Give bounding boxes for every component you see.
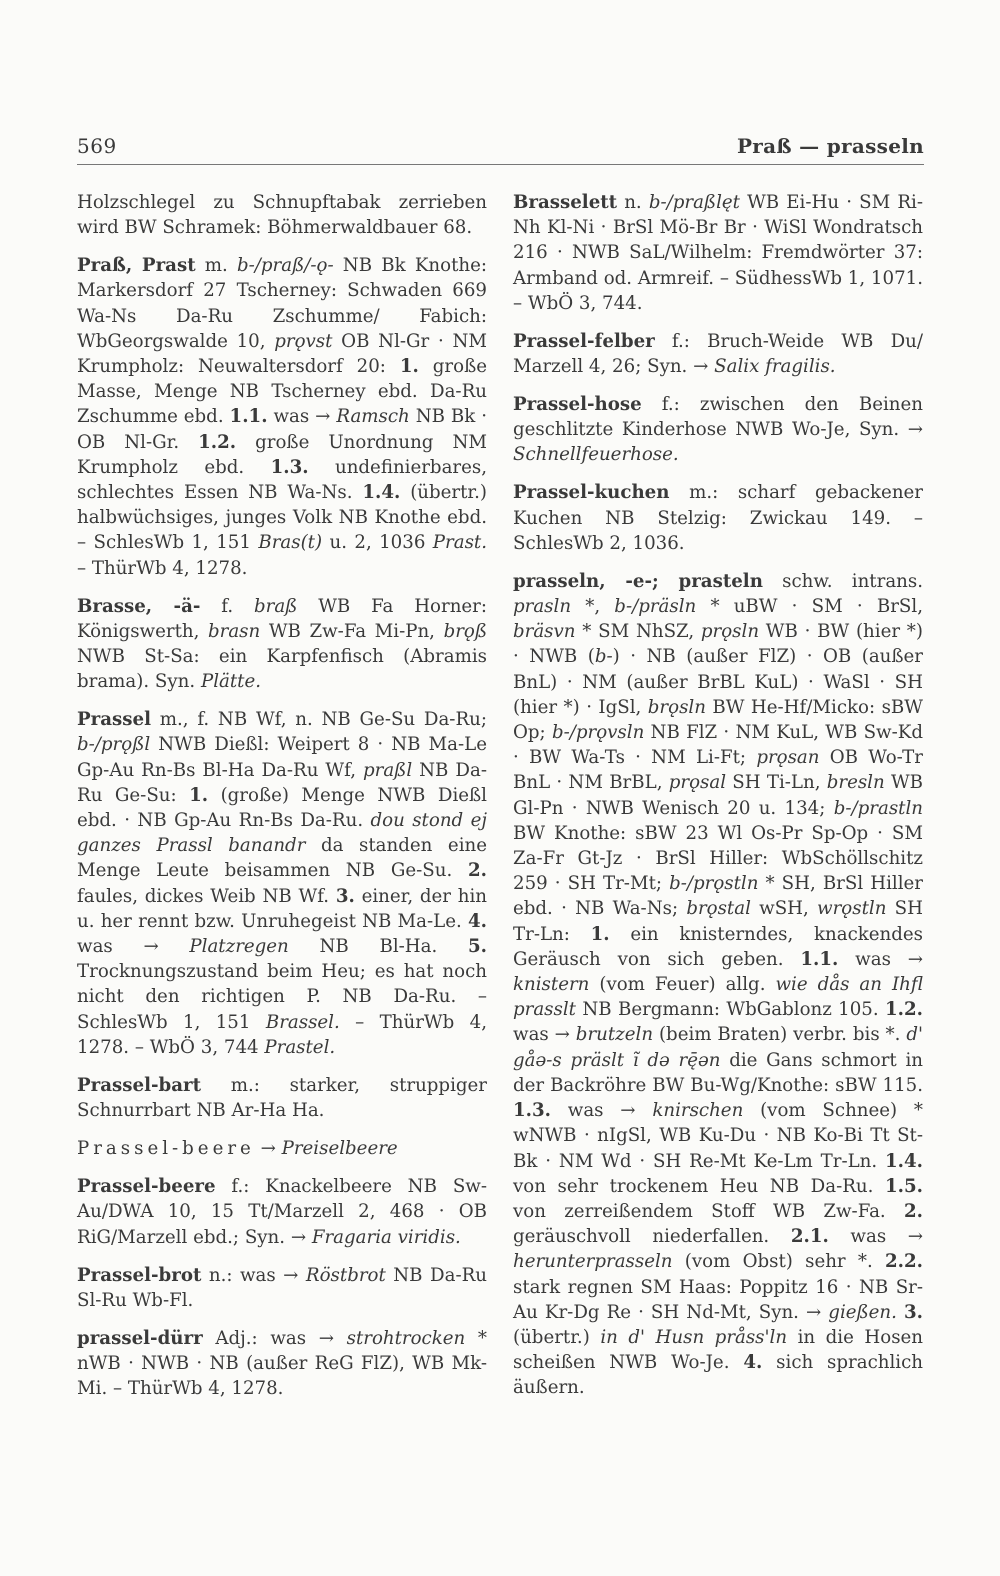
lemma: Prassel [77,709,152,731]
entry-prassel-bart: Prassel-bart m.: starker, struppiger Schnurrbart NB Ar-Ha Ha. [77,1074,487,1122]
entry-prassel: Prassel m., f. NB Wf, n. NB Ge-Su Da-Ru; b-/prǫßl NWB Dießl: Weipert 8 · NB Ma-Le Gp-Au Rn-Bs Bl-Ha Da-Ru Wf, praßl NB Da-Ru Ge-Su: 1. (große) Menge NWB Dießl ebd. · NB Gp-Au Rn-Bs Da-Ru. dou stond ej ganzes Prassl banandr da standen eine Menge Leute beisammen NB Ge-Su. 2. faules, dickes Weib NB Wf. 3. einer, der hin u. her rennt bzw. Unruhegeist NB Ma-Le. 4. was → Platzregen NB Bl-Ha. 5. Trocknungszustand beim Heu; es hat noch nicht den richtigen P. NB Da-Ru. – SchlesWb 1, 151 Brassel. – ThürWb 4, 1278. – WbÖ 3, 744 Prastel. [77,709,488,1058]
lemma: prassel-dürr [77,1327,203,1349]
entry-prassel-hose: Prassel-hose f.: zwischen den Beinen geschlitzte Kinderhose NWB Wo-Je, Syn. → Schnellfeuerhose. [513,394,923,466]
entry-prassel-brot: Prassel-brot n.: was → Röstbrot NB Da-Ru Sl-Ru Wb-Fl. [77,1264,488,1311]
lemma: Prassel-beere [77,1176,216,1198]
running-head: Praß — prasseln [736,134,924,158]
entry-prassel-felber: Prassel-felber f.: Bruch-Weide WB Du/ Marzell 4, 26; Syn. → Salix fragilis. [513,330,923,378]
left-column [77,190,487,1414]
lemma: Prassel-bart [77,1074,202,1096]
entry-prasseln: prasseln, -e-; prasteln schw. intrans. prasln *, b-/präsln * uBW · SM · BrSl, bräsvn * SM NhSZ, prǫsln WB · BW (hier *) · NWB (b-) · NB (außer FlZ) · OB (außer BnL) · NM (außer BrBL KuL) · WaSl · SH (hier *) · IgSl, brǫsln BW He-Hf/Micko: sBW Op; b-/prǫvsln NB FlZ · NM KuL, WB Sw-Kd · BW Wa-Ts · NM Li-Ft; prǫsan OB Wo-Tr BnL · NM BrBL, prǫsal SH Ti-Ln, bresln WB Gl-Pn · NWB Wenisch 20 u. 134; b-/prastln BW Knothe: sBW 23 Wl Os-Pr Sp-Op · SM Za-Fr Gt-Jz · BrSl Hiller: WbSchöllschitz 259 · SH Tr-Mt; b-/prǫstln * SH, BrSl Hiller ebd. · NB Wa-Ns; brǫstal wSH, wrǫstln SH Tr-Ln: 1. ein knisterndes, knackendes Geräusch von sich geben. 1.1. was → knistern (vom Feuer) allg. wie dås an Ihfl prasslt NB Bergmann: WbGablonz 105. 1.2. was → brutzeln (beim Braten) verbr. bis *. d' gåə-s präslt ĩ də rę̄ən die Gans schmort in der Backröhre BW Bu-Wg/Knothe: sBW 115. 1.3. was → knirschen (vom Schnee) * wNWB · nIgSl, WB Ku-Du · NB Ko-Bi Tt St-Bk · NM Wd · SH Re-Mt Ke-Lm Tr-Ln. 1.4. von sehr trockenem Heu NB Da-Ru. 1.5. von zerreißendem Stoff WB Zw-Fa. 2. geräuschvoll niederfallen. 2.1. was → herunterprasseln (vom Obst) sehr *. 2.2. stark regnen SM Haas: Poppitz 16 · NB Sr-Au Kr-Dg Re · SH Nd-Mt, Syn. → gießen. 3. (übertr.) in d' Husn pråss'ln in die Hosen scheißen NWB Wo-Je. 4. sich sprachlich äußern. [513,570,924,1399]
page-number: 569 [77,134,117,158]
entry-prassel-duerr: prassel-dürr Adj.: was → strohtrocken * nWB · NWB · NB (außer ReG FlZ), WB Mk-Mi. – ThürWb 4, 1278. [77,1327,487,1400]
entry-continuation: Holzschlegel zu Schnupftabak zerrieben wird BW Schramek: Böhmerwaldbauer 68. [77,192,487,239]
entry-prass: Praß, Prast m. b-/praß/-ǫ- NB Bk Knothe: Markersdorf 27 Tscherney: Schwaden 669 Wa-Ns Da-Ru Zschumme/ Fabich: WbGeorgswalde 10, prǫvst OB Nl-Gr · NM Krumpholz: Neuwaltersdorf 20: 1. große Masse, Menge NB Tscherney ebd. Da-Ru Zschumme ebd. 1.1. was → Ramsch NB Bk · OB Nl-Gr. 1.2. große Unordnung NM Krumpholz ebd. 1.3. undefinierbares, schlechtes Essen NB Wa-Ns. 1.4. (übertr.) halbwüchsiges, junges Volk NB Knothe ebd. – SchlesWb 1, 151 Bras(t) u. 2, 1036 Prast. – ThürWb 4, 1278. [77,255,488,579]
lemma: Prassel-brot [77,1264,202,1286]
lemma: Prassel-hose [513,394,642,416]
entry-prassel-beere-ref: Prassel-beere → Preiselbeere [77,1138,398,1160]
entry-prassel-beere: Prassel-beere f.: Knackelbeere NB Sw-Au/DWA 10, 15 Tt/Marzell 2, 468 · OB RiG/Marzell ebd.; Syn. → Fragaria viridis. [77,1176,487,1248]
lemma: Prassel-kuchen [513,482,670,504]
entry-brasse: Brasse, -ä- f. braß WB Fa Horner: Königswerth, brasn WB Zw-Fa Mi-Pn, brǫß NWB St-Sa: ein Karpfenfisch (Abramis brama). Syn. Plätte. [77,595,487,693]
page-header [77,132,924,165]
lemma: Brasselett [513,192,618,213]
lemma: prasseln, -e-; prasteln [513,570,763,592]
lemma: Praß, Prast [77,255,196,277]
lemma: Prassel-felber [513,330,655,352]
entry-brasselett: Brasselett n. b-/praßlęt WB Ei-Hu · SM Ri-Nh Kl-Ni · BrSl Mö-Br Br · WiSl Wondratsch 216 · NWB SaL/Wilhelm: Fremdwörter 37: Armband od. Armreif. – SüdhessWb 1, 1071. – WbÖ 3, 744. [513,192,923,314]
lemma: Brasse, -ä- [77,595,201,617]
entry-prassel-kuchen: Prassel-kuchen m.: scharf gebackener Kuchen NB Stelzig: Zwickau 149. – SchlesWb 2, 1036. [513,482,923,554]
right-column [513,190,923,1413]
